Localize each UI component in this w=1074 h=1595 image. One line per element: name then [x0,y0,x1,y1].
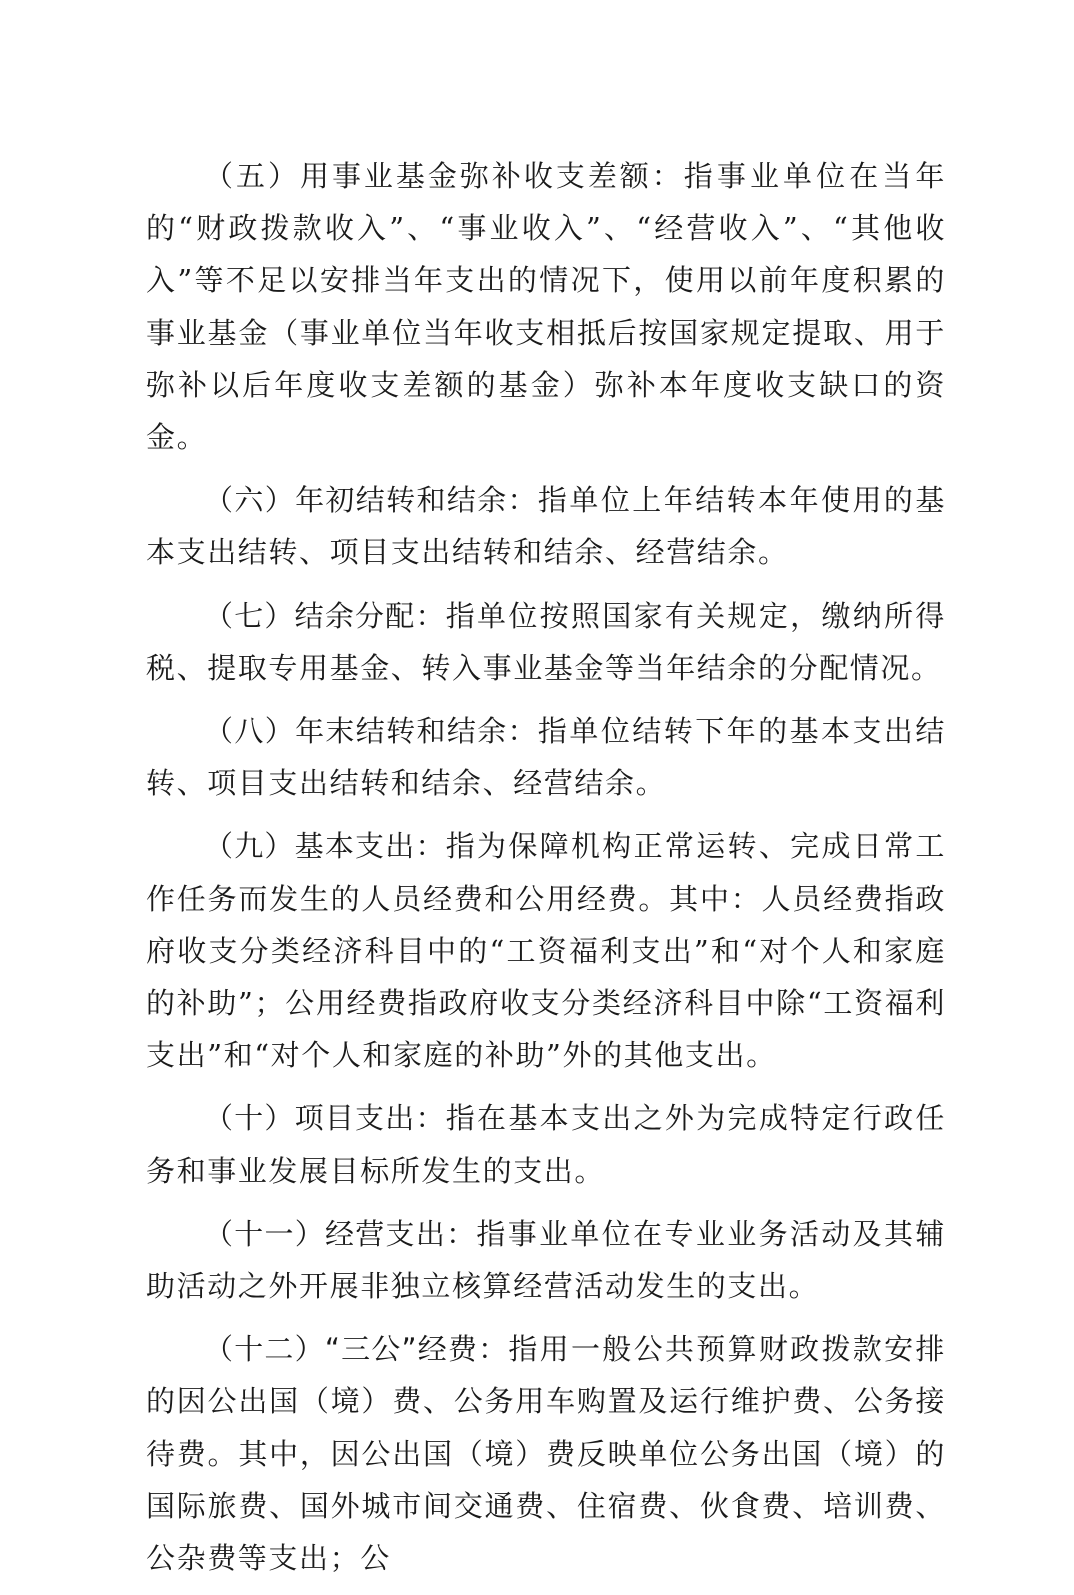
term-heading: （六）年初结转和结余： [204,483,538,518]
term-definition: 指事业单位在专业业务活动及其辅助活动之外开展非独立核算经营活动发生的支出。 [146,1216,946,1304]
term-heading: （九）基本支出： [204,829,446,864]
term-definition: 指为保障机构正常运转、完成日常工作任务而发生的人员经费和公用经费。其中：人员经费指政府收支分类经济科目中的“工资福利支出”和“对个人和家庭的补助”；公用经费指政府收支分类经济科目中除“工资福利支出”和“对个人和家庭的补助”外的其他支出。 [146,829,946,1073]
paragraph-item-6 [146,474,946,578]
paragraph-item-12 [146,1323,946,1584]
term-heading: （八）年末结转和结余： [204,714,538,749]
term-heading: （十二）“三公”经费： [204,1332,509,1367]
paragraph-item-11 [146,1208,946,1312]
term-heading: （七）结余分配： [204,598,446,633]
paragraph-item-7 [146,590,946,694]
term-heading: （十一）经营支出： [204,1216,477,1251]
paragraph-item-5 [146,150,946,463]
paragraph-item-9 [146,820,946,1081]
paragraph-item-8 [146,705,946,809]
term-definition: 指单位结转下年的基本支出结转、项目支出结转和结余、经营结余。 [146,714,946,801]
term-definition: 指单位上年结转本年使用的基本支出结转、项目支出结转和结余、经营结余。 [146,483,946,570]
term-heading: （十）项目支出： [204,1101,446,1136]
paragraph-item-10 [146,1092,946,1196]
term-definition: 指单位按照国家有关规定，缴纳所得税、提取专用基金、转入事业基金等当年结余的分配情况。 [146,598,946,685]
term-definition: 指在基本支出之外为完成特定行政任务和事业发展目标所发生的支出。 [146,1101,946,1188]
term-definition: 指用一般公共预算财政拨款安排的因公出国（境）费、公务用车购置及运行维护费、公务接待费。其中，因公出国（境）费反映单位公务出国（境）的国际旅费、国外城市间交通费、住宿费、伙食费、培训费、公杂费等支出；公 [146,1332,946,1576]
term-heading: （五）用事业基金弥补收支差额： [204,159,684,193]
document-page [146,150,946,1595]
term-definition: 指事业单位在当年的“财政拨款收入”、“事业收入”、“经营收入”、“其他收入”等不足以安排当年支出的情况下，使用以前年度积累的事业基金（事业单位当年收支相抵后按国家规定提取、用于弥补以后年度收支差额的基金）弥补本年度收支缺口的资金。 [146,159,946,455]
